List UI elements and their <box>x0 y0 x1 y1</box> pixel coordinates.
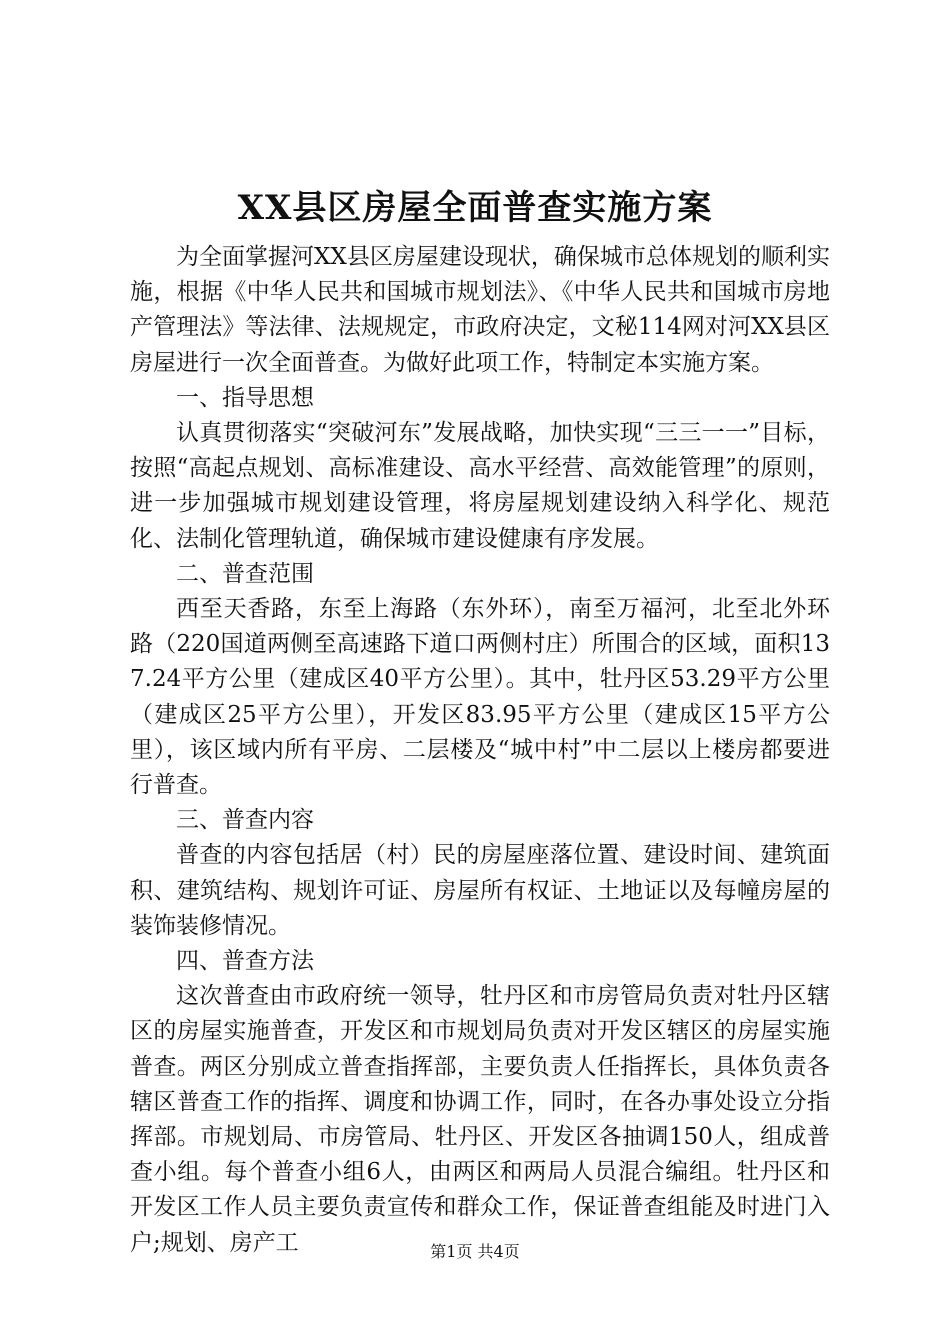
intro-paragraph: 为全面掌握河XX县区房屋建设现状，确保城市总体规划的顺利实施，根据《中华人民共和国城市规划法》、《中华人民共和国城市房地产管理法》等法律、法规规定，市政府决定，文秘114网对河XX县区房屋进行一次全面普查。为做好此项工作，特制定本实施方案。 <box>130 244 830 376</box>
section-heading-survey-content: 三、普查内容 <box>176 807 314 834</box>
page-number-footer: 第1页 共4页 <box>430 1242 520 1261</box>
survey-method-paragraph: 这次普查由市政府统一领导，牡丹区和市房管局负责对牡丹区辖区的房屋实施普查，开发区和市规划局负责对开发区辖区的房屋实施普查。两区分别成立普查指挥部，主要负责人任指挥长，具体负责各辖区普查工作的指挥、调度和协调工作，同时，在各办事处设立分指挥部。市规划局、市房管局、牡丹区、开发区各抽调150人，组成普查小组。每个普查小组6人，由两区和两局人员混合编组。牡丹区和开发区工作人员主要负责宣传和群众工作，保证普查组能及时进门入户;规划、房产工 <box>130 983 830 1256</box>
section-heading-survey-scope: 二、普查范围 <box>176 560 314 587</box>
section-heading-guiding-ideology: 一、指导思想 <box>176 384 314 411</box>
section-heading-survey-method: 四、普查方法 <box>176 948 314 975</box>
survey-scope-paragraph: 西至天香路，东至上海路（东外环），南至万福河，北至北外环路（220国道两侧至高速路下道口两侧村庄）所围合的区域，面积137.24平方公里（建成区40平方公里）。其中，牡丹区53.29平方公里（建成区25平方公里），开发区83.95平方公里（建成区15平方公里），该区域内所有平房、二层楼及“城中村”中二层以上楼房都要进行普查。 <box>130 596 830 799</box>
document-body <box>130 240 830 1261</box>
document-title: XX县区房屋全面普查实施方案 <box>237 188 713 228</box>
survey-content-paragraph: 普查的内容包括居（村）民的房屋座落位置、建设时间、建筑面积、建筑结构、规划许可证、房屋所有权证、土地证以及每幢房屋的装饰装修情况。 <box>130 842 830 939</box>
guiding-ideology-paragraph: 认真贯彻落实“突破河东”发展战略，加快实现“三三一一”目标，按照“高起点规划、高标准建设、高水平经营、高效能管理”的原则，进一步加强城市规划建设管理，将房屋规划建设纳入科学化、规范化、法制化管理轨道，确保城市建设健康有序发展。 <box>130 420 830 552</box>
